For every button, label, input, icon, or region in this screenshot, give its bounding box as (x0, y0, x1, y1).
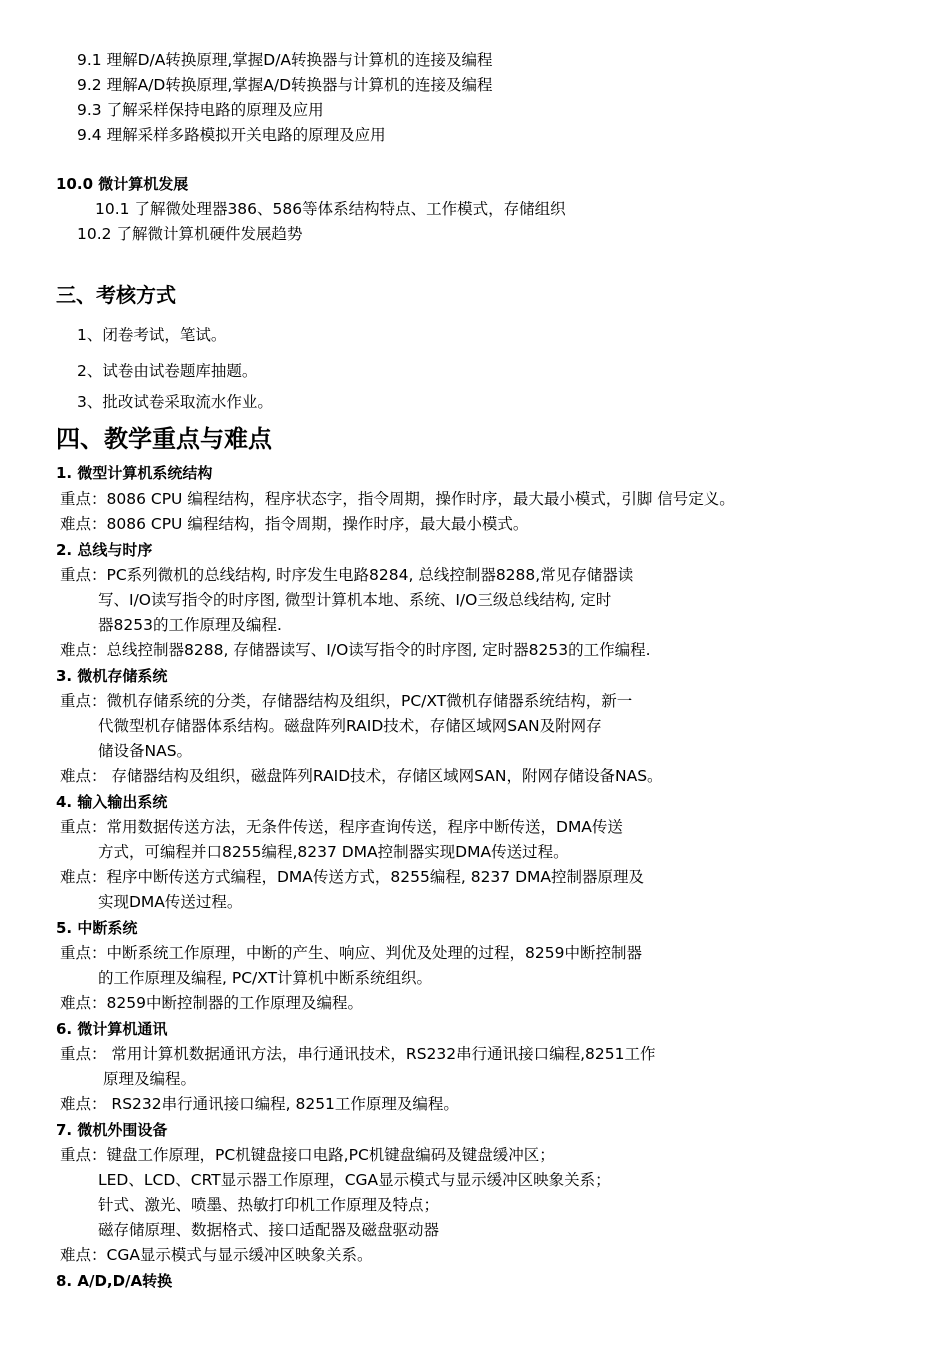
sec9-item-1: 9.1 理解D/A转换原理,掌握D/A转换器与计算机的连接及编程 (77, 51, 493, 69)
s2-key-point-line3: 器8253的工作原理及编程. (98, 616, 282, 634)
s1-difficult-point: 难点：8086 CPU 编程结构，指令周期，操作时序，最大最小模式。 (60, 515, 529, 533)
s5-key-point-line2: 的工作原理及编程, PC/XT计算机中断系统组织。 (98, 969, 433, 987)
sec10-item-2: 10.2 了解微计算机硬件发展趋势 (77, 225, 303, 243)
s3-title: 3. 微机存储系统 (56, 667, 168, 685)
s7-title: 7. 微机外围设备 (56, 1121, 168, 1139)
s3-key-point-line2: 代微型机存储器体系结构。磁盘阵列RAID技术，存储区域网SAN及附网存 (98, 717, 602, 735)
s6-difficult-point: 难点： RS232串行通讯接口编程, 8251工作原理及编程。 (60, 1095, 459, 1113)
s4-key-point-line2: 方式，可编程并口8255编程,8237 DMA控制器实现DMA传送过程。 (98, 843, 569, 861)
s4-difficult-point-line2: 实现DMA传送过程。 (98, 893, 243, 911)
s2-key-point-line1: 重点：PC系列微机的总线结构, 时序发生电路8284, 总线控制器8288,常见存储器读 (60, 566, 634, 584)
s3-key-point-line1: 重点：微机存储系统的分类，存储器结构及组织，PC/XT微机存储器系统结构，新一 (60, 692, 633, 710)
s7-key-point-line4: 磁存储原理、数据格式、接口适配器及磁盘驱动器 (98, 1221, 440, 1239)
sec9-item-4: 9.4 理解采样多路模拟开关电路的原理及应用 (77, 126, 386, 144)
s1-title: 1. 微型计算机系统结构 (56, 464, 213, 482)
s5-key-point-line1: 重点：中断系统工作原理，中断的产生、响应、判优及处理的过程，8259中断控制器 (60, 944, 642, 962)
s1-key-point: 重点：8086 CPU 编程结构，程序状态字，指令周期，操作时序，最大最小模式，引脚 信号定义。 (60, 490, 735, 508)
sec9-item-3: 9.3 了解采样保持电路的原理及应用 (77, 101, 324, 119)
sec10-title: 10.0 微计算机发展 (56, 175, 189, 193)
s7-key-point-line1: 重点：键盘工作原理，PC机键盘接口电路,PC机键盘编码及键盘缓冲区； (60, 1146, 555, 1164)
s2-key-point-line2: 写、I/O读写指令的时序图, 微型计算机本地、系统、I/O三级总线结构, 定时 (98, 591, 612, 609)
s7-difficult-point: 难点：CGA显示模式与显示缓冲区映象关系。 (60, 1246, 373, 1264)
s3-difficult-point: 难点： 存储器结构及组织，磁盘阵列RAID技术，存储区域网SAN，附网存储设备NAS。 (60, 767, 663, 785)
part3-heading: 三、考核方式 (56, 283, 176, 307)
part3-item-3: 3、批改试卷采取流水作业。 (77, 393, 273, 411)
s4-difficult-point-line1: 难点：程序中断传送方式编程，DMA传送方式，8255编程, 8237 DMA控制器原理及 (60, 868, 644, 886)
s7-key-point-line3: 针式、激光、喷墨、热敏打印机工作原理及特点； (98, 1196, 440, 1214)
s6-title: 6. 微计算机通讯 (56, 1020, 168, 1038)
part3-item-2: 2、试卷由试卷题库抽题。 (77, 362, 258, 380)
s7-key-point-line2: LED、LCD、CRT显示器工作原理，CGA显示模式与显示缓冲区映象关系； (98, 1171, 611, 1189)
s5-title: 5. 中断系统 (56, 919, 138, 937)
s2-difficult-point: 难点：总线控制器8288, 存储器读写、I/O读写指令的时序图, 定时器8253的工作编程. (60, 641, 651, 659)
part3-item-1: 1、闭卷考试，笔试。 (77, 326, 227, 344)
sec9-item-2: 9.2 理解A/D转换原理,掌握A/D转换器与计算机的连接及编程 (77, 76, 493, 94)
s2-title: 2. 总线与时序 (56, 541, 153, 559)
s4-key-point-line1: 重点：常用数据传送方法，无条件传送，程序查询传送，程序中断传送，DMA传送 (60, 818, 623, 836)
s8-title: 8. A/D,D/A转换 (56, 1272, 173, 1290)
s4-title: 4. 输入输出系统 (56, 793, 168, 811)
s6-key-point-line2: 原理及编程。 (103, 1070, 197, 1088)
sec10-item-1: 10.1 了解微处理器386、586等体系结构特点、工作模式，存储组织 (95, 200, 566, 218)
s5-difficult-point: 难点：8259中断控制器的工作原理及编程。 (60, 994, 363, 1012)
s6-key-point-line1: 重点： 常用计算机数据通讯方法，串行通讯技术，RS232串行通讯接口编程,8251工作 (60, 1045, 656, 1063)
part4-heading: 四、教学重点与难点 (56, 425, 272, 453)
s3-key-point-line3: 储设备NAS。 (98, 742, 193, 760)
